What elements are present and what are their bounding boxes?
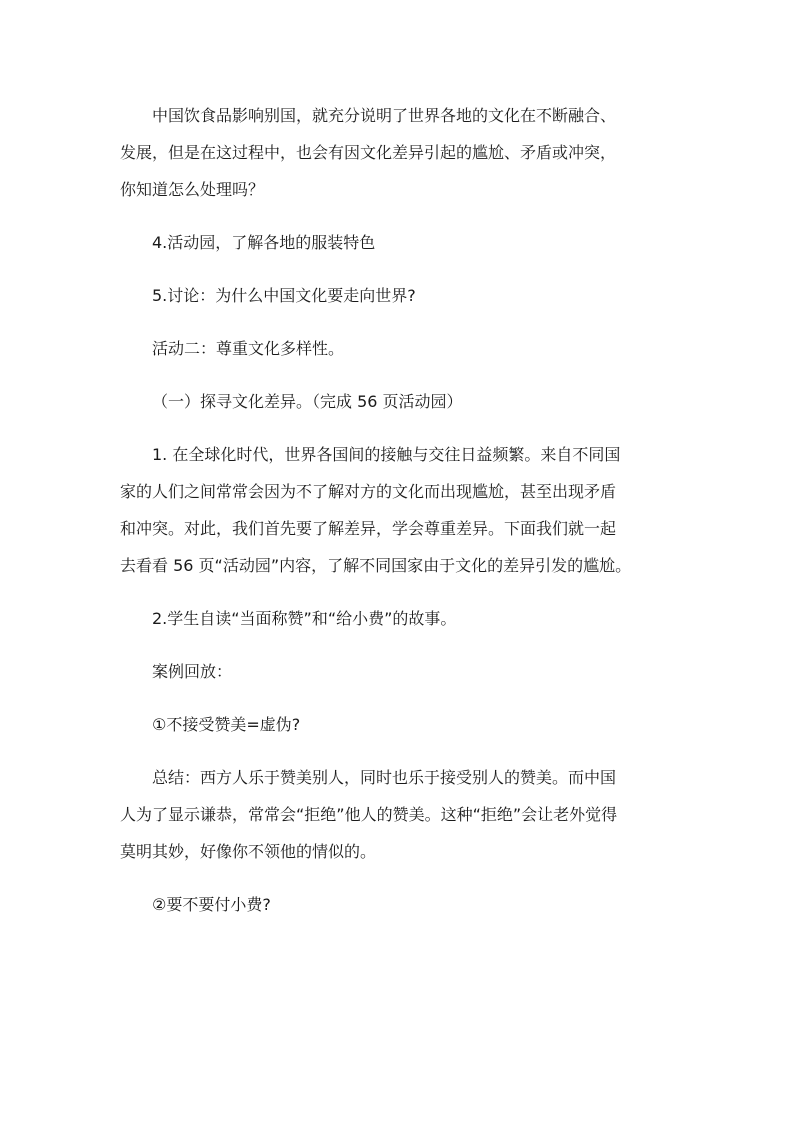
text-line: （一）探寻文化差异。（完成 56 页活动园） [152, 392, 463, 411]
paragraph-intro [120, 97, 680, 208]
paragraph-item-1 [120, 436, 680, 584]
text-line: 莫明其妙，好像你不领他的情似的。 [120, 842, 377, 861]
paragraph-case-2 [120, 886, 680, 923]
text-line: 家的人们之间常常会因为不了解对方的文化而出现尴尬，甚至出现矛盾 [120, 482, 617, 501]
text-line: 4.活动园，了解各地的服装特色 [152, 233, 376, 252]
text-line: 人为了显示谦恭，常常会“拒绝”他人的赞美。这种“拒绝”会让老外觉得 [120, 805, 618, 824]
document-body [120, 97, 680, 939]
text-line: 中国饮食品影响别国，就充分说明了世界各地的文化在不断融合、 [152, 106, 617, 125]
text-line: 活动二：尊重文化多样性。 [152, 339, 345, 358]
text-line: 去看看 56 页“活动园”内容，了解不同国家由于文化的差异引发的尴尬。 [120, 556, 632, 575]
text-line: 5.讨论：为什么中国文化要走向世界? [152, 286, 416, 305]
subsection-heading [120, 383, 680, 420]
paragraph-item-5 [120, 277, 680, 314]
text-line: 2.学生自读“当面称赞”和“给小费”的故事。 [152, 609, 457, 628]
paragraph-item-4 [120, 224, 680, 261]
text-line: 总结：西方人乐于赞美别人，同时也乐于接受别人的赞美。而中国 [152, 768, 617, 787]
paragraph-item-2 [120, 600, 680, 637]
text-line: ①不接受赞美=虚伪? [152, 715, 301, 734]
text-line: 你知道怎么处理吗？ [120, 180, 265, 199]
paragraph-summary [120, 759, 680, 870]
paragraph-case-review [120, 653, 680, 690]
paragraph-case-1 [120, 706, 680, 743]
text-line: 发展，但是在这过程中，也会有因文化差异引起的尴尬、矛盾或冲突， [120, 143, 617, 162]
section-heading-activity-2 [120, 330, 680, 367]
text-line: 和冲突。对此，我们首先要了解差异，学会尊重差异。下面我们就一起 [120, 519, 617, 538]
text-line: 1. 在全球化时代，世界各国间的接触与交往日益频繁。来自不同国 [152, 445, 621, 464]
text-line: 案例回放： [152, 662, 233, 681]
text-line: ②要不要付小费? [152, 895, 271, 914]
